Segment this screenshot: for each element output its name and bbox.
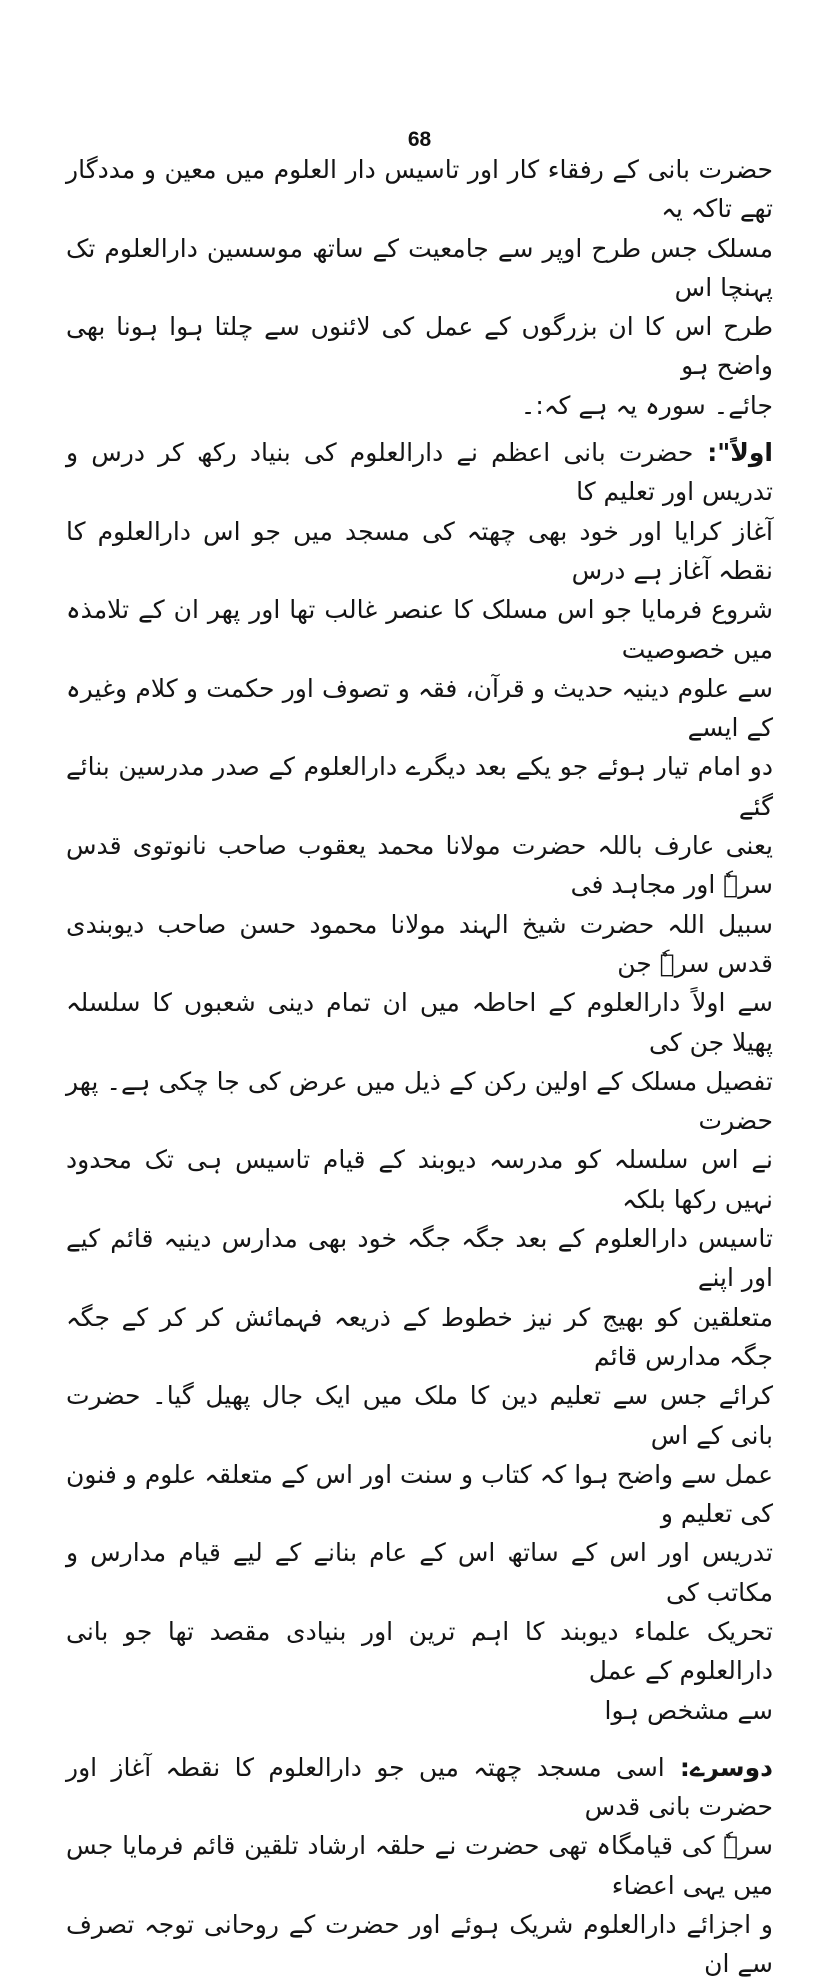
paragraph-first-text: حضرت بانی اعظم نے دارالعلوم کی بنیاد رکھ کر درس و تدریس اور تعلیم کا آغاز کرایا اور خود بھی چھتہ کی مسجد میں جو اس دارالعلوم کا نقطہ آغاز ہے درس شروع فرمایا جو اس مسلک کا عنصر غالب تھا اور پھر ان کے تلامذہ میں خصوصیت سے علوم دینیہ حدیث و قرآن، فقہ و تصوف اور حکمت و کلام وغیرہ کے ایسے دو امام تیار ہوئے جو یکے بعد دیگرے دارالعلوم کے صدر مدرسین بنائے گئے یعنی عارف باللہ حضرت مولانا محمد یعقوب صاحب نانوتوی قدس سرہٗ اور مجاہد فی سبیل اللہ حضرت شیخ الہند مولانا محمود حسن صاحب دیوبندی قدس سرہٗ جن سے اولاً دارالعلوم کے احاطہ میں ان تمام دینی شعبوں کا سلسلہ پھیلا جن کی تفصیل مسلک کے اولین رکن کے ذیل میں عرض کی جا چکی ہے۔ پھر حضرت نے اس سلسلہ کو مدرسہ دیوبند کے قیام تاسیس ہی تک محدود نہیں رکھا بلکہ تاسیس دارالعلوم کے بعد جگہ جگہ خود بھی مدارس دینیہ قائم کیے اور اپنے متعلقین کو بھیج کر نیز خطوط کے ذریعہ فہمائش کر کر کے جگہ جگہ مدارس قائم کرائے جس سے تعلیم دین کا ملک میں ایک جال پھیل گیا۔ حضرت بانی کے اس عمل سے واضح ہوا کہ کتاب و سنت اور اس کے متعلقہ علوم و فنون کی تعلیم و تدریس اور اس کے ساتھ اس کے عام بنانے کے لیے قیام مدارس و مکاتب کی تحریک علماء دیوبند کا اہم ترین اور بنیادی مقصد تھا جو بانی دارالعلوم کے عمل سے مشخص ہوا bbox=[66, 438, 773, 1725]
paragraph-second bbox=[66, 1748, 773, 1984]
paragraph-first bbox=[66, 433, 773, 1730]
page-number: 68 bbox=[407, 128, 432, 151]
paragraph-intro-text: حضرت بانی کے رفقاء کار اور تاسیس دار العلوم میں معین و مددگار تھے تاکہ یہ مسلک جس طرح اوپر سے جامعیت کے ساتھ موسسین دارالعلوم تک پہنچا اس طرح اس کا ان بزرگوں کے عمل کی لائنوں سے چلتا ہوا ہونا بھی واضح ہو جائے۔ سورہ یہ ہے کہ:۔ bbox=[66, 155, 773, 420]
paragraph-intro bbox=[66, 150, 773, 425]
paragraph-second-lead: دوسرے: bbox=[664, 1752, 773, 1782]
body-text bbox=[66, 150, 773, 1984]
paragraph-first-lead: اولاً": bbox=[693, 438, 773, 468]
paragraph-second-text: اسی مسجد چھتہ میں جو دارالعلوم کا نقطہ آغاز اور حضرت بانی قدس سرہٗ کی قیامگاہ تھی حضرت نے حلقہ ارشاد تلقین قائم فرمایا جس میں یہی اعضاء و اجزائے دارالعلوم شریک ہوئے اور حضرت کے روحانی توجہ تصرف سے ان bbox=[66, 1752, 773, 1979]
